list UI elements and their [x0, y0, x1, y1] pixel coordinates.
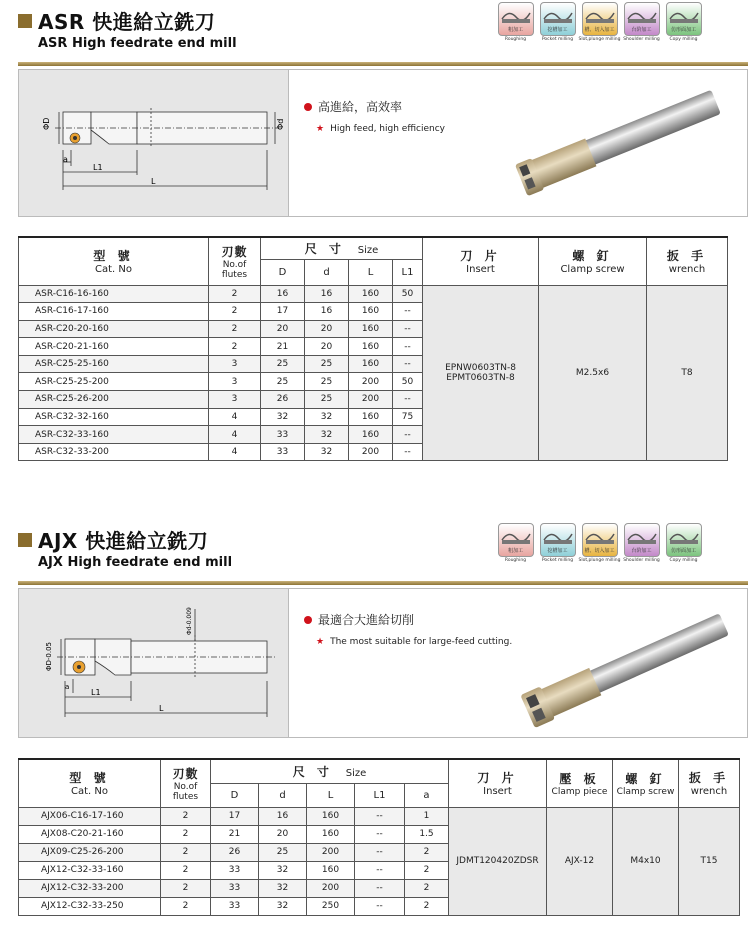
- col-cat-no: 型 號 Cat. No: [19, 237, 209, 285]
- asr-product-panel: [18, 69, 748, 217]
- L1-cell: --: [393, 426, 423, 444]
- wrench-cell: T8: [647, 285, 728, 461]
- ajx-drawing-D: ΦD-0.05: [45, 641, 53, 671]
- d-cell: 32: [305, 443, 349, 461]
- d-cell: 32: [259, 897, 307, 915]
- ajx-technical-drawing: [19, 589, 289, 737]
- icon-caption: Roughing: [504, 37, 527, 42]
- ajx-feature-zh: 最適合大進給切削: [318, 613, 415, 627]
- col-d: d: [305, 259, 349, 285]
- asr-drawing-L1: L1: [93, 163, 103, 172]
- L1-cell: --: [393, 338, 423, 356]
- a-cell: 1.5: [405, 825, 449, 843]
- pocket-milling-icon: [539, 2, 576, 42]
- col-size: 尺 寸 Size: [211, 759, 449, 783]
- D-cell: 33: [211, 861, 259, 879]
- operation-icons: [497, 523, 702, 563]
- ajx-drawing-d: Φd-0.009: [186, 607, 193, 635]
- ajx-title-zh: AJX 快進給立銑刀: [38, 529, 209, 553]
- L-cell: 200: [307, 879, 355, 897]
- D-cell: 25: [261, 373, 305, 391]
- d-cell: 20: [305, 320, 349, 338]
- col-insert: 刀 片 Insert: [449, 759, 547, 807]
- L1-cell: --: [393, 303, 423, 321]
- asr-tool-photo: [489, 78, 739, 208]
- insert-cell: JDMT120420ZDSR: [449, 807, 547, 915]
- col-flutes: 刃數 No.of flutes: [161, 759, 211, 807]
- a-cell: 2: [405, 861, 449, 879]
- col-flutes: 刃數 No.of flutes: [209, 237, 261, 285]
- d-cell: 25: [259, 843, 307, 861]
- cat-no-cell: ASR-C16-17-160: [19, 303, 209, 321]
- a-cell: 1: [405, 807, 449, 825]
- cat-no-cell: ASR-C25-25-160: [19, 355, 209, 373]
- L1-cell: --: [393, 355, 423, 373]
- icon-caption: Slot,plunge milling: [578, 558, 621, 563]
- col-insert: 刀 片 Insert: [423, 237, 539, 285]
- cat-no-cell: AJX06-C16-17-160: [19, 807, 161, 825]
- icon-caption: Roughing: [504, 558, 527, 563]
- L-cell: 160: [307, 807, 355, 825]
- a-cell: 2: [405, 843, 449, 861]
- col-clamp-piece: 壓 板 Clamp piece: [547, 759, 613, 807]
- L-cell: 160: [349, 320, 393, 338]
- asr-feature-zh: 高進給，高效率: [318, 100, 403, 114]
- col-wrench: 扳 手 wrench: [679, 759, 740, 807]
- flutes-cell: 2: [209, 320, 261, 338]
- icon-label: 仿形面加工: [670, 27, 696, 33]
- insert-code: EPMT0603TN-8: [446, 372, 515, 383]
- ajx-drawing-L: L: [159, 704, 164, 713]
- flutes-cell: 2: [209, 303, 261, 321]
- D-cell: 32: [261, 408, 305, 426]
- slot-plunge-milling-icon: [578, 523, 621, 563]
- copy-milling-icon: [665, 523, 702, 563]
- D-cell: 20: [261, 320, 305, 338]
- flutes-cell: 2: [161, 807, 211, 825]
- asr-spec-table: [18, 236, 728, 461]
- L-cell: 160: [349, 355, 393, 373]
- cat-no-cell: ASR-C25-26-200: [19, 391, 209, 409]
- insert-cell: [423, 285, 539, 461]
- icon-label: 台阶加工: [631, 27, 652, 33]
- pocket-milling-icon: [539, 523, 576, 563]
- L1-cell: --: [355, 825, 405, 843]
- d-cell: 20: [259, 825, 307, 843]
- icon-label: 槽、切入加工: [584, 548, 615, 554]
- flutes-cell: 2: [161, 843, 211, 861]
- L-cell: 250: [307, 897, 355, 915]
- L-cell: 160: [349, 303, 393, 321]
- D-cell: 33: [211, 897, 259, 915]
- clamp-piece-cell: AJX-12: [547, 807, 613, 915]
- clamp-screw-cell: M4x10: [613, 807, 679, 915]
- table-row: [19, 285, 728, 303]
- col-clamp-screw: 螺 釘 Clamp screw: [539, 237, 647, 285]
- col-L1: L1: [355, 783, 405, 807]
- d-cell: 16: [305, 303, 349, 321]
- L-cell: 160: [307, 825, 355, 843]
- L-cell: 160: [307, 861, 355, 879]
- L1-cell: --: [355, 843, 405, 861]
- D-cell: 25: [261, 355, 305, 373]
- cat-no-cell: ASR-C32-33-200: [19, 443, 209, 461]
- D-cell: 16: [261, 285, 305, 303]
- L1-cell: --: [393, 443, 423, 461]
- col-L1: L1: [393, 259, 423, 285]
- star-icon: ★: [316, 124, 325, 134]
- flutes-cell: 2: [209, 285, 261, 303]
- asr-feature: [304, 98, 445, 134]
- icon-label: 粗加工: [507, 27, 523, 33]
- shoulder-milling-icon: [623, 523, 660, 563]
- d-cell: 32: [305, 426, 349, 444]
- ajx-section: [0, 515, 750, 937]
- cat-no-cell: ASR-C32-33-160: [19, 426, 209, 444]
- icon-label: 槽、切入加工: [584, 27, 615, 33]
- asr-technical-drawing: [19, 70, 289, 216]
- cat-no-cell: ASR-C20-20-160: [19, 320, 209, 338]
- L1-cell: 50: [393, 285, 423, 303]
- flutes-cell: 2: [161, 861, 211, 879]
- cat-no-cell: ASR-C16-16-160: [19, 285, 209, 303]
- flutes-cell: 2: [209, 338, 261, 356]
- cat-no-cell: AJX12-C32-33-160: [19, 861, 161, 879]
- D-cell: 17: [211, 807, 259, 825]
- col-d: d: [259, 783, 307, 807]
- cat-no-cell: AJX09-C25-26-200: [19, 843, 161, 861]
- icon-label: 仿形面加工: [670, 548, 696, 554]
- operation-icons: [497, 2, 702, 42]
- col-L: L: [307, 783, 355, 807]
- D-cell: 33: [261, 443, 305, 461]
- L1-cell: --: [355, 879, 405, 897]
- insert-code: EPNW0603TN-8: [445, 362, 516, 373]
- flutes-cell: 4: [209, 408, 261, 426]
- shoulder-milling-icon: [623, 2, 660, 42]
- slot-plunge-milling-icon: [578, 2, 621, 42]
- title-bullet-square: [18, 533, 32, 547]
- flutes-cell: 2: [161, 879, 211, 897]
- L-cell: 160: [349, 408, 393, 426]
- roughing-icon: [497, 523, 534, 563]
- icon-caption: Pocket milling: [541, 558, 574, 563]
- icon-caption: Slot,plunge milling: [578, 37, 621, 42]
- d-cell: 25: [305, 391, 349, 409]
- L1-cell: 50: [393, 373, 423, 391]
- ajx-title-block: [18, 525, 232, 570]
- L-cell: 160: [349, 426, 393, 444]
- L1-cell: --: [393, 391, 423, 409]
- cat-no-cell: AJX12-C32-33-250: [19, 897, 161, 915]
- icon-label: 挖槽加工: [547, 548, 568, 554]
- flutes-cell: 3: [209, 355, 261, 373]
- cat-no-cell: AJX08-C20-21-160: [19, 825, 161, 843]
- ajx-title-en: AJX High feedrate end mill: [38, 555, 233, 570]
- flutes-cell: 3: [209, 391, 261, 409]
- icon-caption: Copy milling: [669, 558, 698, 563]
- col-cat-no: 型 號 Cat. No: [19, 759, 161, 807]
- roughing-icon: [497, 2, 534, 42]
- asr-title-en: ASR High feedrate end mill: [38, 36, 237, 51]
- asr-title-block: [18, 6, 237, 51]
- L1-cell: --: [355, 897, 405, 915]
- d-cell: 32: [259, 879, 307, 897]
- ajx-feature: [304, 611, 512, 647]
- icon-caption: Copy milling: [669, 37, 698, 42]
- asr-title-zh: ASR 快進給立銑刀: [38, 10, 216, 34]
- D-cell: 33: [261, 426, 305, 444]
- d-cell: 32: [259, 861, 307, 879]
- ajx-product-panel: [18, 588, 748, 738]
- col-wrench: 扳 手 wrench: [647, 237, 728, 285]
- col-clamp-screw: 螺 釘 Clamp screw: [613, 759, 679, 807]
- flutes-cell: 4: [209, 426, 261, 444]
- flutes-cell: 4: [209, 443, 261, 461]
- ajx-tool-photo: [499, 609, 739, 734]
- gold-divider: [18, 581, 748, 585]
- asr-drawing-d: Φd: [276, 118, 285, 130]
- d-cell: 25: [305, 373, 349, 391]
- copy-milling-icon: [665, 2, 702, 42]
- icon-caption: Shoulder milling: [623, 558, 660, 563]
- icon-label: 挖槽加工: [547, 27, 568, 33]
- L1-cell: --: [355, 861, 405, 879]
- L-cell: 200: [349, 443, 393, 461]
- flutes-cell: 3: [209, 373, 261, 391]
- cat-no-cell: ASR-C20-21-160: [19, 338, 209, 356]
- col-D: D: [261, 259, 305, 285]
- gold-divider: [18, 62, 748, 66]
- table-row: [19, 807, 740, 825]
- d-cell: 25: [305, 355, 349, 373]
- D-cell: 21: [211, 825, 259, 843]
- asr-drawing-D: ΦD: [42, 117, 51, 130]
- L-cell: 200: [349, 391, 393, 409]
- col-D: D: [211, 783, 259, 807]
- red-bullet-icon: [304, 103, 312, 111]
- L1-cell: 75: [393, 408, 423, 426]
- a-cell: 2: [405, 897, 449, 915]
- asr-drawing-L: L: [151, 177, 156, 186]
- ajx-spec-table: [18, 758, 740, 916]
- asr-drawing-svg: [19, 70, 289, 216]
- d-cell: 32: [305, 408, 349, 426]
- D-cell: 33: [211, 879, 259, 897]
- icon-caption: Pocket milling: [541, 37, 574, 42]
- asr-drawing-a: a: [63, 155, 68, 164]
- icon-label: 粗加工: [507, 548, 523, 554]
- L-cell: 200: [349, 373, 393, 391]
- flutes-cell: 2: [161, 897, 211, 915]
- D-cell: 21: [261, 338, 305, 356]
- ajx-drawing-a: a: [65, 683, 70, 691]
- d-cell: 20: [305, 338, 349, 356]
- title-bullet-square: [18, 14, 32, 28]
- ajx-drawing-L1: L1: [91, 688, 101, 697]
- col-L: L: [349, 259, 393, 285]
- col-size: 尺 寸 Size: [261, 237, 423, 259]
- icon-caption: Shoulder milling: [623, 37, 660, 42]
- d-cell: 16: [305, 285, 349, 303]
- flutes-cell: 2: [161, 825, 211, 843]
- red-bullet-icon: [304, 616, 312, 624]
- cat-no-cell: ASR-C25-25-200: [19, 373, 209, 391]
- asr-feature-en: High feed, high efficiency: [330, 124, 445, 134]
- L-cell: 200: [307, 843, 355, 861]
- d-cell: 16: [259, 807, 307, 825]
- L-cell: 160: [349, 338, 393, 356]
- ajx-drawing-svg: [19, 589, 289, 737]
- icon-label: 台阶加工: [631, 548, 652, 554]
- L1-cell: --: [393, 320, 423, 338]
- D-cell: 26: [261, 391, 305, 409]
- cat-no-cell: ASR-C32-32-160: [19, 408, 209, 426]
- col-a: a: [405, 783, 449, 807]
- D-cell: 17: [261, 303, 305, 321]
- D-cell: 26: [211, 843, 259, 861]
- L-cell: 160: [349, 285, 393, 303]
- L1-cell: --: [355, 807, 405, 825]
- ajx-feature-en: The most suitable for large-feed cutting.: [330, 637, 513, 647]
- wrench-cell: T15: [679, 807, 740, 915]
- a-cell: 2: [405, 879, 449, 897]
- star-icon: ★: [316, 637, 325, 647]
- cat-no-cell: AJX12-C32-33-200: [19, 879, 161, 897]
- clamp-screw-cell: M2.5x6: [539, 285, 647, 461]
